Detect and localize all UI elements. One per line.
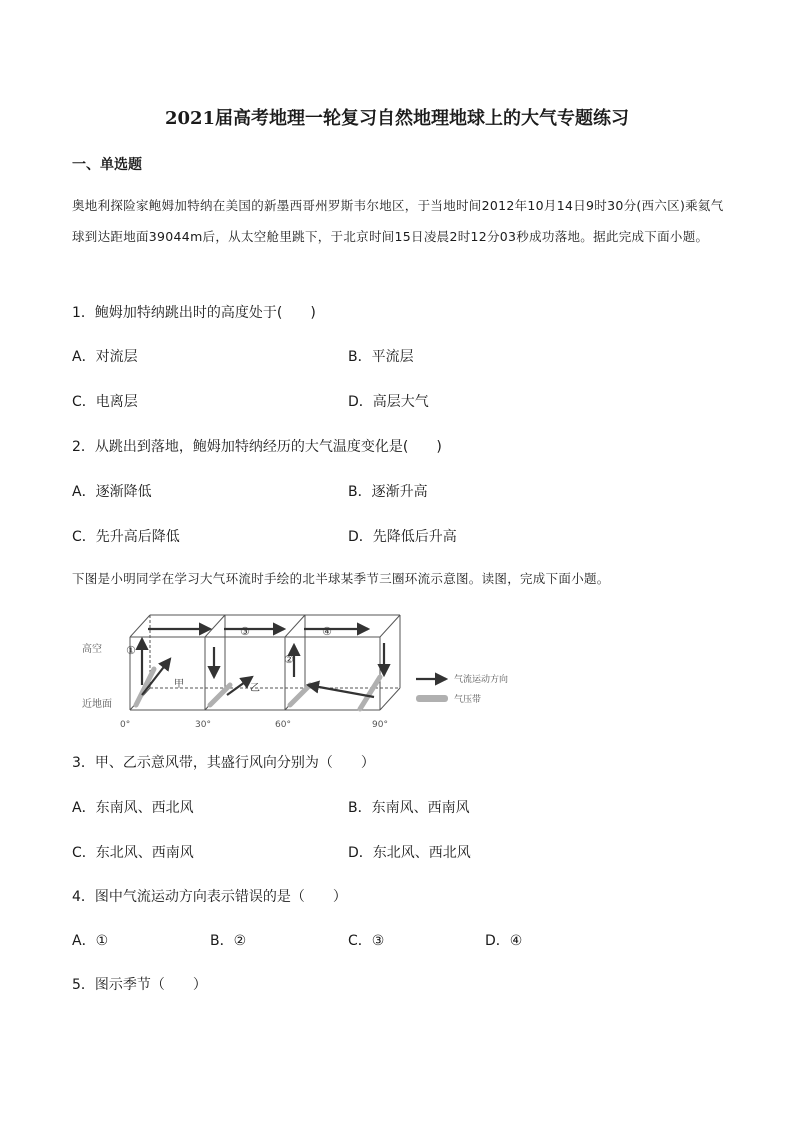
zone-label-yi: 乙: [250, 683, 260, 694]
q2-option-a: A．逐渐降低: [72, 484, 152, 500]
q1-option-b: B．平流层: [348, 349, 414, 365]
question-5-stem: 5．图示季节（ ）: [72, 977, 207, 993]
question-2-stem: 2．从跳出到落地，鲍姆加特纳经历的大气温度变化是( ): [72, 439, 442, 455]
question-4-stem: 4．图中气流运动方向表示错误的是（ ）: [72, 889, 347, 905]
arrow-label-1: ①: [126, 644, 136, 657]
q1-option-d: D．高层大气: [348, 394, 429, 410]
q4-option-d: D．④: [485, 933, 523, 949]
passage-2: 下图是小明同学在学习大气环流时手绘的北半球某季节三圈环流示意图。读图，完成下面小题。: [72, 571, 610, 586]
arrow-label-3: ③: [240, 625, 250, 638]
zone-label-jia: 甲: [174, 679, 184, 690]
lat-label-0: 0°: [120, 720, 131, 730]
circulation-diagram: [82, 607, 532, 732]
passage-1: 奥地利探险家鲍姆加特纳在美国的新墨西哥州罗斯韦尔地区，于当地时间2012年10月14日9时30分(西六区)乘氦气球到达距地面39044m后，从太空舱里跳下，于北京时间15日凌晨2时12分03秒成功落地。据此完成下面小题。: [72, 198, 724, 244]
lat-label-30: 30°: [195, 720, 211, 730]
label-surface: 近地面: [82, 699, 112, 710]
q2-option-d: D．先降低后升高: [348, 529, 457, 545]
q2-option-c: C．先升高后降低: [72, 529, 180, 545]
q4-option-c: C．③: [348, 933, 385, 949]
section-heading: 一、单选题: [72, 157, 142, 173]
question-3-stem: 3．甲、乙示意风带，其盛行风向分别为（ ）: [72, 755, 375, 771]
legend-belt-swatch: [416, 695, 448, 702]
q3-option-c: C．东北风、西南风: [72, 845, 194, 861]
legend-belt-label: 气压带: [454, 695, 482, 705]
q1-option-a: A．对流层: [72, 349, 138, 365]
lat-label-60: 60°: [275, 720, 291, 730]
page-title: 2021届高考地理一轮复习自然地理地球上的大气专题练习: [164, 108, 630, 129]
legend-flow-label: 气流运动方向: [454, 675, 509, 685]
arrow-label-4: ④: [322, 625, 332, 638]
arrow-label-2: ②: [284, 653, 294, 666]
q1-option-c: C．电离层: [72, 394, 138, 410]
q3-option-d: D．东北风、西北风: [348, 845, 471, 861]
q4-option-b: B．②: [210, 933, 247, 949]
q4-option-a: A．①: [72, 933, 109, 949]
q2-option-b: B．逐渐升高: [348, 484, 428, 500]
label-upper: 高空: [82, 644, 102, 655]
lat-label-90: 90°: [372, 720, 388, 730]
q3-option-b: B．东南风、西南风: [348, 800, 470, 816]
question-1-stem: 1．鲍姆加特纳跳出时的高度处于( ): [72, 305, 316, 321]
q3-option-a: A．东南风、西北风: [72, 800, 194, 816]
